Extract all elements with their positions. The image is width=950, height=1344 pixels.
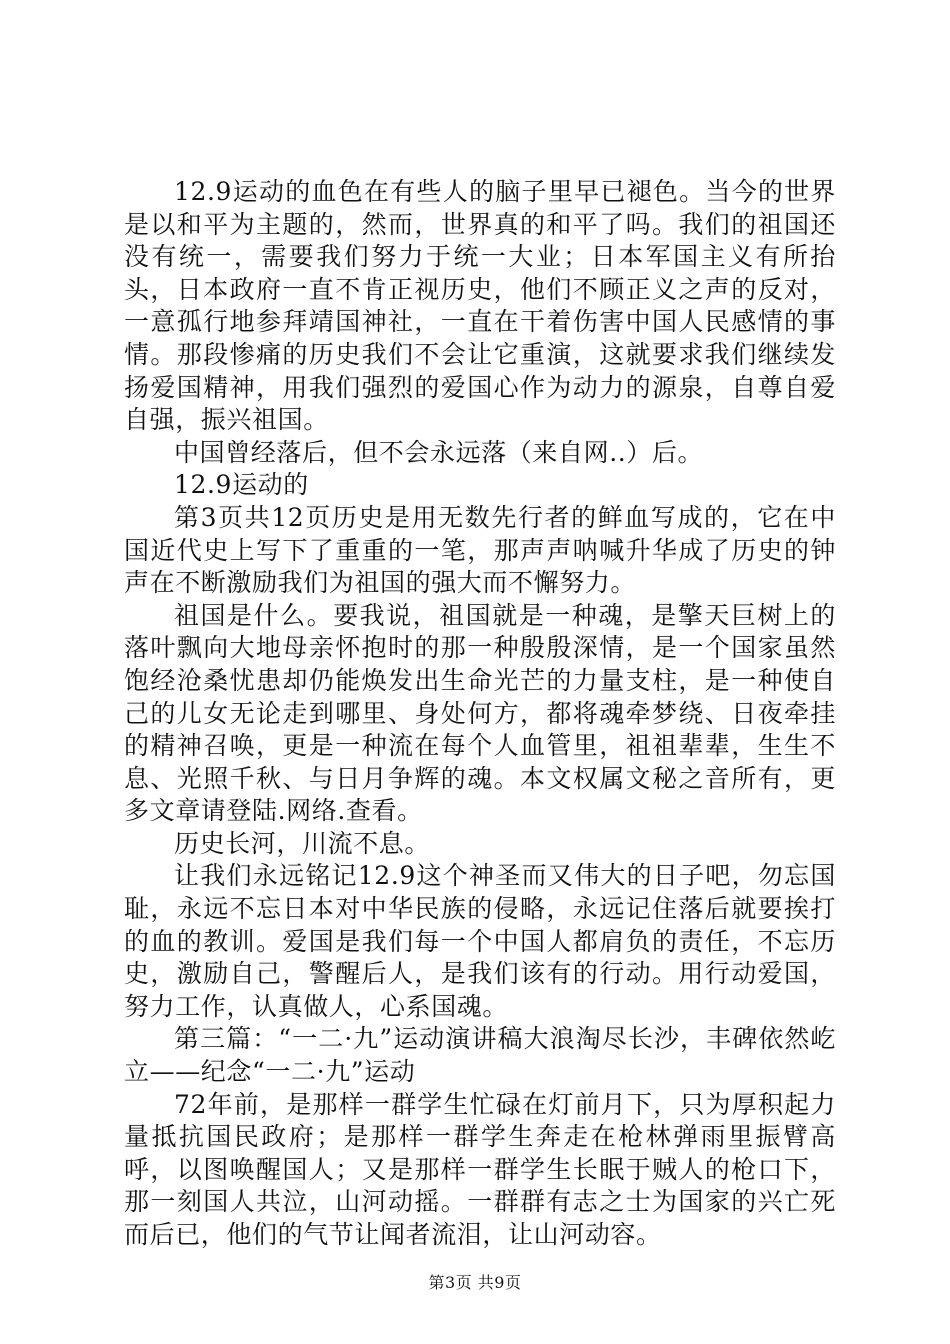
paragraph: 祖国是什么。要我说，祖国就是一种魂，是擎天巨树上的落叶飘向大地母亲怀抱时的那一种殷殷深情，是一个国家虽然饱经沧桑忧患却仍能焕发出生命光芒的力量支柱，是一种使自己的儿女无论走到哪里、身处何方，都将魂牵梦绕、日夜牵挂的精神召唤，更是一种流在每个人血管里，祖祖辈辈，生生不息、光照千秋、与日月争辉的魂。本文权属文秘之音所有，更多文章请登陆.网络.查看。 [124, 600, 836, 826]
paragraph: 12.9运动的血色在有些人的脑子里早已褪色。当今的世界是以和平为主题的，然而，世界真的和平了吗。我们的祖国还没有统一，需要我们努力于统一大业；日本军国主义有所抬头，日本政府一直不肯正视历史，他们不顾正义之声的反对，一意孤行地参拜靖国神社，一直在干着伤害中国人民感情的事情。那段惨痛的历史我们不会让它重演，这就要求我们继续发扬爱国精神，用我们强烈的爱国心作为动力的源泉，自尊自爱自强，振兴祖国。 [124, 177, 836, 435]
paragraph: 第3页共12页历史是用无数先行者的鲜血写成的，它在中国近代史上写下了重重的一笔，那声声呐喊升华成了历史的钟声在不断激励我们为祖国的强大而不懈努力。 [124, 502, 836, 598]
paragraph: 72年前，是那样一群学生忙碌在灯前月下，只为厚积起力量抵抗国民政府；是那样一群学生奔走在枪林弹雨里振臂高呼，以图唤醒国人；又是那样一群学生长眠于贼人的枪口下，那一刻国人共泣，山河动摇。一群群有志之士为国家的兴亡死而后已，他们的气节让闻者流泪，让山河动容。 [124, 1089, 836, 1249]
paragraph: 12.9运动的 [174, 470, 309, 500]
document-body [124, 176, 836, 1252]
paragraph: 中国曾经落后，但不会永远落（来自网..）后。 [174, 437, 704, 467]
section-heading-paragraph: 第三篇：“一二·九”运动演讲稿大浪淘尽长沙，丰碑依然屹立——纪念“一二·九”运动 [124, 1024, 836, 1087]
paragraph: 历史长河，川流不息。 [174, 828, 431, 858]
paragraph: 让我们永远铭记12.9这个神圣而又伟大的日子吧，勿忘国耻，永远不忘日本对中华民族的侵略，永远记住落后就要挨打的血的教训。爱国是我们每一个中国人都肩负的责任，不忘历史，激励自己，警醒后人，是我们该有的行动。用行动爱国，努力工作，认真做人，心系国魂。 [124, 861, 836, 1021]
page-number-footer: 第3页 共9页 [428, 1273, 522, 1292]
